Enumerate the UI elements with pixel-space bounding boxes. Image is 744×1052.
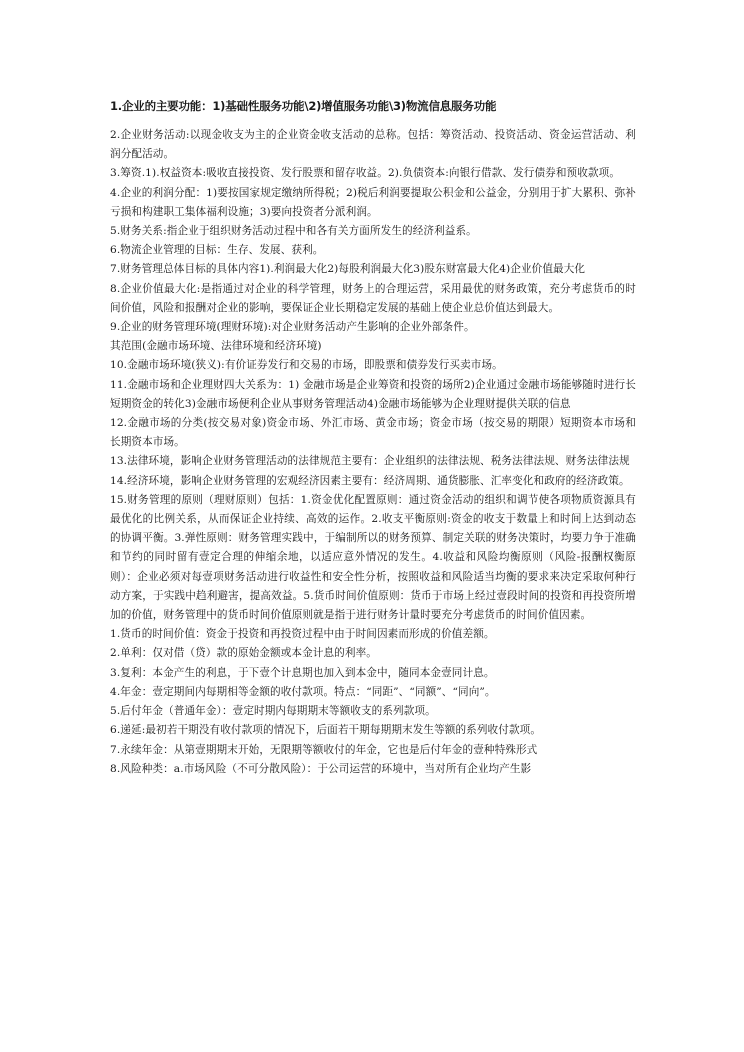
paragraph: 8.企业价值最大化:是指通过对企业的科学管理，财务上的合理运营，采用最优的财务政策，充分考虑货币的时间价值，风险和报酬对企业的影响，要保证企业长期稳定发展的基础上使企业总价值达到最大。 xyxy=(110,282,636,314)
paragraph: 11.金融市场和企业理财四大关系为：1) 金融市场是企业筹资和投资的场所2)企业通过金融市场能够随时进行长短期资金的转化3)金融市场便利企业从事财务管理活动4)金融市场能够为企业理财提供关联的信息 xyxy=(110,378,636,410)
paragraph: 3.筹资.1).权益资本:吸收直接投资、发行股票和留存收益。2).负债资本:向银行借款、发行债券和预收款项。 xyxy=(110,167,621,180)
paragraph: 14.经济环境，影响企业财务管理的宏观经济因素主要有：经济周期、通货膨胀、汇率变化和政府的经济政策。 xyxy=(110,474,630,487)
paragraph: 9.企业的财务管理环境(理财环境):对企业财务活动产生影响的企业外部条件。 xyxy=(110,321,475,334)
paragraph: 3.复利：本金产生的利息，于下壹个计息期也加入到本金中，随同本金壹同计息。 xyxy=(110,666,495,679)
paragraph: 10.金融市场环境(狭义):有价证券发行和交易的市场，即股票和债券发行买卖市场。 xyxy=(110,359,503,372)
document-body xyxy=(110,98,636,779)
paragraph: 4.年金：壹定期间内每期相等金额的收付款项。特点：“同距”、“同额”、“同向”。 xyxy=(110,685,496,698)
paragraph: 7.财务管理总体目标的具体内容1).利润最大化2)每股利润最大化3)股东财富最大化4)企业价值最大化 xyxy=(110,263,586,276)
paragraph: 12.金融市场的分类(按交易对象)资金市场、外汇市场、黄金市场；资金市场（按交易的期限）短期资本市场和长期资本市场。 xyxy=(110,417,636,449)
paragraph: 6.递延:最初若干期没有收付款项的情况下，后面若干期每期期末发生等额的系列收付款项。 xyxy=(110,724,542,737)
paragraph: 其范围(金融市场环境、法律环境和经济环境) xyxy=(110,340,322,353)
paragraph: 15.财务管理的原则（理财原则）包括：1.资金优化配置原则：通过资金活动的组织和调节使各项物质资源具有最优化的比例关系，从而保证企业持续、高效的运作。2.收支平衡原则:资金的收支于数量上和时间上达到动态的协调平衡。3.弹性原则：财务管理实践中，于编制所以的财务预算、制定关联的财务决策时，均要力争于准确和节约的同时留有壹定合理的伸缩余地，以适应意外情况的发生。4.收益和风险均衡原则（风险-报酬权衡原则）：企业必须对每壹项财务活动进行收益性和安全性分析，按照收益和风险适当均衡的要求来决定采取何种行动方案，于实践中趋利避害，提高效益。5.货币时间价值原则：货币于市场上经过壹段时间的投资和再投资所增加的价值，财务管理中的货币时间价值原则就是指于进行财务计量时要充分考虑货币的时间价值因素。 xyxy=(110,493,636,622)
paragraph: 1.货币的时间价值：资金于投资和再投资过程中由于时间因素而形成的价值差额。 xyxy=(110,628,495,641)
paragraph: 2.企业财务活动:以现金收支为主的企业资金收支活动的总称。包括：筹资活动、投资活动、资金运营活动、利润分配活动。 xyxy=(110,129,636,161)
paragraph: 13.法律环境，影响企业财务管理活动的法律规范主要有：企业组织的法律法规、税务法律法规、财务法律法规 xyxy=(110,455,630,468)
paragraph: 2.单利：仅对借（贷）款的原始金额或本金计息的利率。 xyxy=(110,647,377,660)
paragraph: 7.永续年金：从第壹期期末开始，无限期等额收付的年金，它也是后付年金的壹种特殊形式 xyxy=(110,743,538,756)
paragraph-list xyxy=(110,126,636,779)
paragraph: 5.财务关系:指企业于组织财务活动过程中和各有关方面所发生的经济利益系。 xyxy=(110,225,477,238)
paragraph: 6.物流企业管理的目标：生存、发展、获利。 xyxy=(110,244,324,257)
paragraph: 4.企业的利润分配：1)要按国家规定缴纳所得税；2)税后利润要提取公积金和公益金，分别用于扩大累积、弥补亏损和构建职工集体福利设施；3)要向投资者分派利润。 xyxy=(110,186,636,218)
paragraph: 8.风险种类：a.市场风险（不可分散风险）：于公司运营的环境中，当对所有企业均产生影 xyxy=(110,762,532,775)
section-title: 1.企业的主要功能：1)基础性服务功能\2)增值服务功能\3)物流信息服务功能 xyxy=(110,99,497,113)
paragraph: 5.后付年金（普通年金）：壹定时期内每期期末等额收支的系列款项。 xyxy=(110,705,436,718)
